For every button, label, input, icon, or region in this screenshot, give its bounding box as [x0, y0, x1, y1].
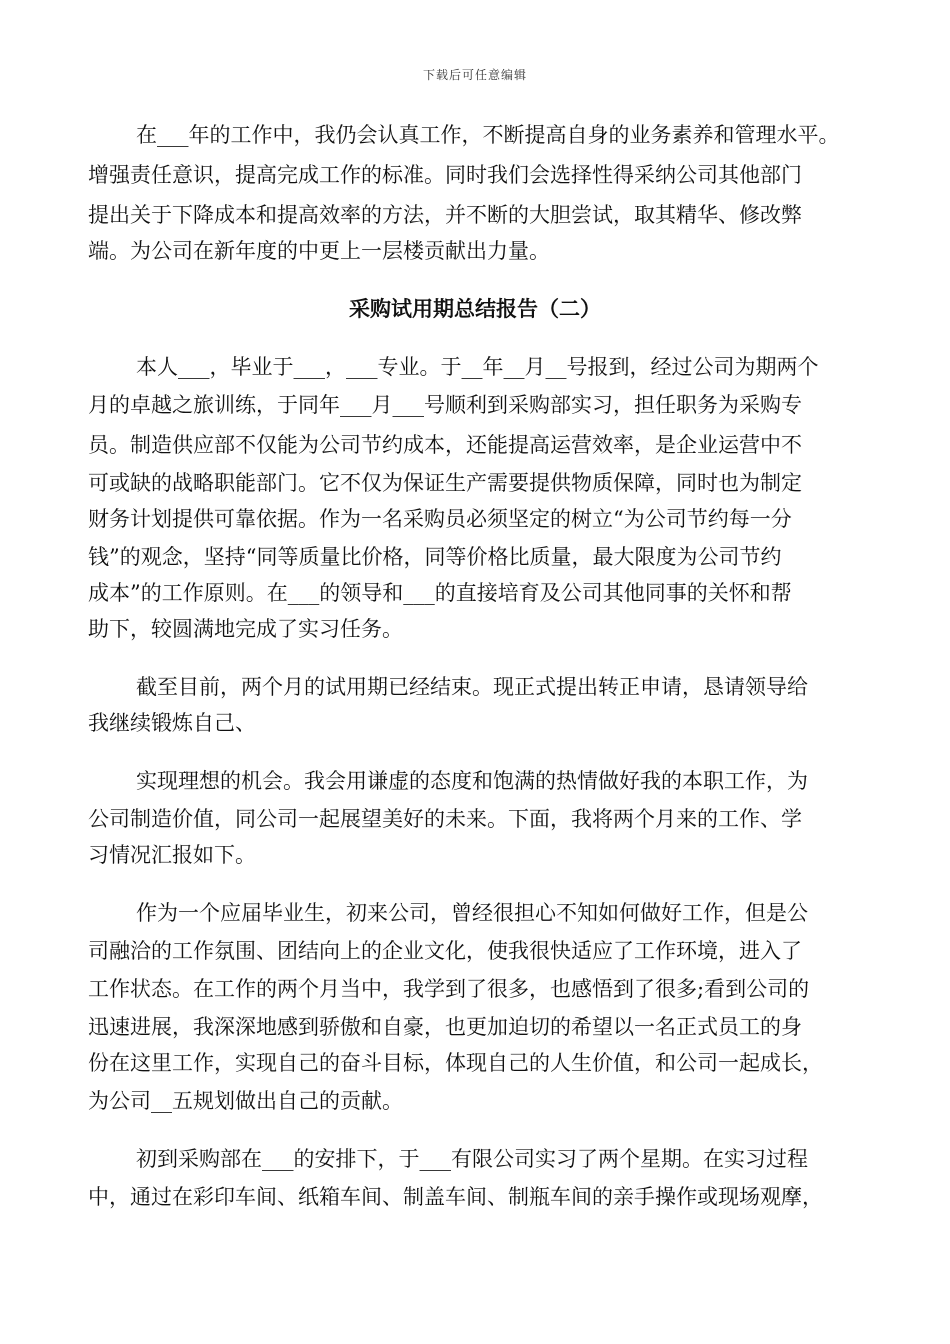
text-line: 成本”的工作原则。在___的领导和___的直接培育及公司其他同事的关怀和帮 — [88, 581, 792, 605]
section-title: 采购试用期总结报告（二） — [349, 296, 601, 321]
text-line: 为公司__五规划做出自己的贡献。 — [88, 1089, 403, 1113]
text-line: 钱”的观念，坚持“同等质量比价格，同等价格比质量，最大限度为公司节约 — [88, 545, 782, 569]
text-line: 端。为公司在新年度的中更上一层楼贡献出力量。 — [88, 239, 550, 263]
text-line: 初到采购部在___的安排下，于___有限公司实习了两个星期。在实习过程 — [136, 1147, 808, 1171]
text-line: 提出关于下降成本和提高效率的方法，并不断的大胆尝试，取其精华、修改弊 — [88, 203, 802, 227]
text-line: 中，通过在彩印车间、纸箱车间、制盖车间、制瓶车间的亲手操作或现场观摩， — [88, 1185, 823, 1209]
text-line: 可或缺的战略职能部门。它不仅为保证生产需要提供物质保障，同时也为制定 — [88, 471, 802, 495]
text-line: 公司制造价值，同公司一起展望美好的未来。下面，我将两个月来的工作、学 — [88, 807, 802, 831]
text-line: 财务计划提供可靠依据。作为一名采购员必须坚定的树立“为公司节约每一分 — [88, 507, 792, 531]
page-header-note: 下载后可任意编辑 — [422, 68, 527, 82]
text-line: 员。制造供应部不仅能为公司节约成本，还能提高运营效率，是企业运营中不 — [88, 433, 802, 457]
text-line: 实现理想的机会。我会用谦虚的态度和饱满的热情做好我的本职工作，为 — [136, 769, 808, 793]
text-line: 我继续锻炼自己、 — [88, 711, 256, 735]
text-line: 本人___，毕业于___，___专业。于__年__月__号报到，经过公司为期两个 — [136, 355, 819, 379]
text-line: 截至目前，两个月的试用期已经结束。现正式提出转正申请，恳请领导给 — [136, 675, 808, 699]
text-line: 份在这里工作，实现自己的奋斗目标，体现自己的人生价值，和公司一起成长， — [88, 1051, 823, 1075]
text-line: 迅速进展，我深深地感到骄傲和自豪，也更加迫切的希望以一名正式员工的身 — [88, 1015, 802, 1039]
text-line: 作为一个应届毕业生，初来公司，曾经很担心不知如何做好工作，但是公 — [136, 901, 808, 925]
text-line: 工作状态。在工作的两个月当中，我学到了很多，也感悟到了很多;看到公司的 — [88, 977, 810, 1001]
text-line: 增强责任意识，提高完成工作的标准。同时我们会选择性得采纳公司其他部门 — [88, 163, 802, 187]
text-line: 在___年的工作中，我仍会认真工作，不断提高自身的业务素养和管理水平。 — [136, 123, 840, 147]
text-line: 司融洽的工作氛围、团结向上的企业文化，使我很快适应了工作环境，进入了 — [88, 939, 802, 963]
text-line: 助下，较圆满地完成了实习任务。 — [88, 617, 403, 641]
text-line: 习情况汇报如下。 — [88, 843, 256, 867]
text-line: 月的卓越之旅训练，于同年___月___号顺利到采购部实习，担任职务为采购专 — [88, 393, 802, 417]
